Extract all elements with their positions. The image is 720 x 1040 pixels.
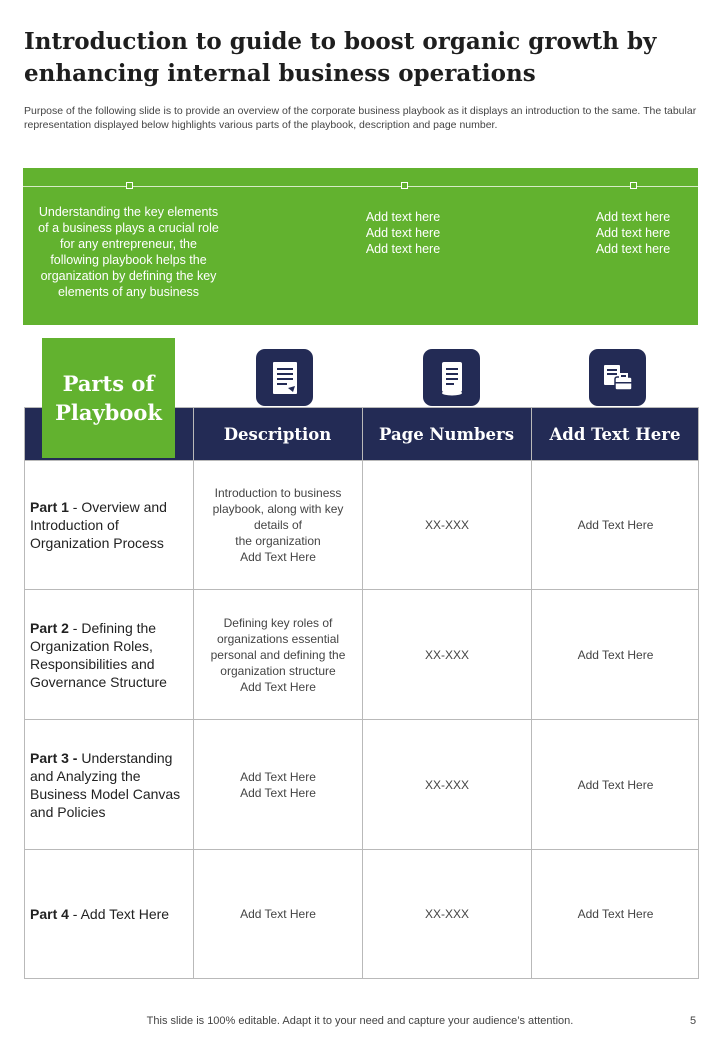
table-row-4-extra: Add Text Here [577,907,654,921]
table-row-1-page: XX-XXX [424,518,469,532]
parts-of-playbook-tab: Parts of Playbook [42,338,175,458]
page-number: 5 [690,1015,697,1027]
header-page-numbers: Page Numbers [379,424,514,444]
table-row-3-part: Part 3 - Understanding and Analyzing the Business Model Canvas and Policies [30,749,181,820]
page-subtitle: Purpose of the following slide is to provide an overview of the corporate business playbook as it displays an introduction to the same. The tabular representation displayed below highlights various parts of the playbook, description and page number. [24,105,697,131]
table-row-3-description: Add Text Here Add Text Here [240,769,316,800]
band-timeline-line [23,186,698,187]
table-row-1-extra: Add Text Here [577,518,654,532]
table-row-4-page: XX-XXX [424,907,469,921]
table-row-2-part: Part 2 - Defining the Organization Roles, Responsibilities and Governance Structure [30,619,167,690]
scroll-icon [423,349,480,406]
table-row-4-description: Add Text Here [240,907,316,921]
band-dot-1 [126,182,133,189]
table-row-1-description: Introduction to business playbook, along with key details of the organization Add Text Here [212,486,344,564]
table-row-1-part: Part 1 - Overview and Introduction of Organization Process [30,499,167,551]
briefcase-files-icon [589,349,646,406]
band-text-1: Understanding the key elements of a business plays a crucial role for any entrepreneur, the following playbook helps the organization by defining the key elements of any business [38,205,219,299]
band-dot-2 [401,182,408,189]
footer-note: This slide is 100% editable. Adapt it to your need and capture your audience’s attention. [146,1015,574,1027]
page-title: Introduction to guide to boost organic growth by enhancing internal business operations [24,28,657,87]
band-dot-3 [630,182,637,189]
band-text-3: Add text here Add text here Add text here [595,210,671,256]
playbook-table [24,407,699,979]
table-row-2-extra: Add Text Here [577,647,654,662]
table-row-2-page: XX-XXX [424,647,469,662]
table-row-2-description: Defining key roles of organizations essential personal and defining the organization structure Add Text Here [210,615,346,694]
document-icon [256,349,313,406]
table-row-4-part: Part 4 - Add Text Here [30,906,170,922]
band-text-2: Add text here Add text here Add text here [365,210,441,256]
table-row-3-page: XX-XXX [424,777,469,792]
table-row-3-extra: Add Text Here [577,777,654,792]
header-add-text: Add Text Here [549,424,681,444]
header-description: Description [223,424,332,444]
intro-band [23,168,698,325]
